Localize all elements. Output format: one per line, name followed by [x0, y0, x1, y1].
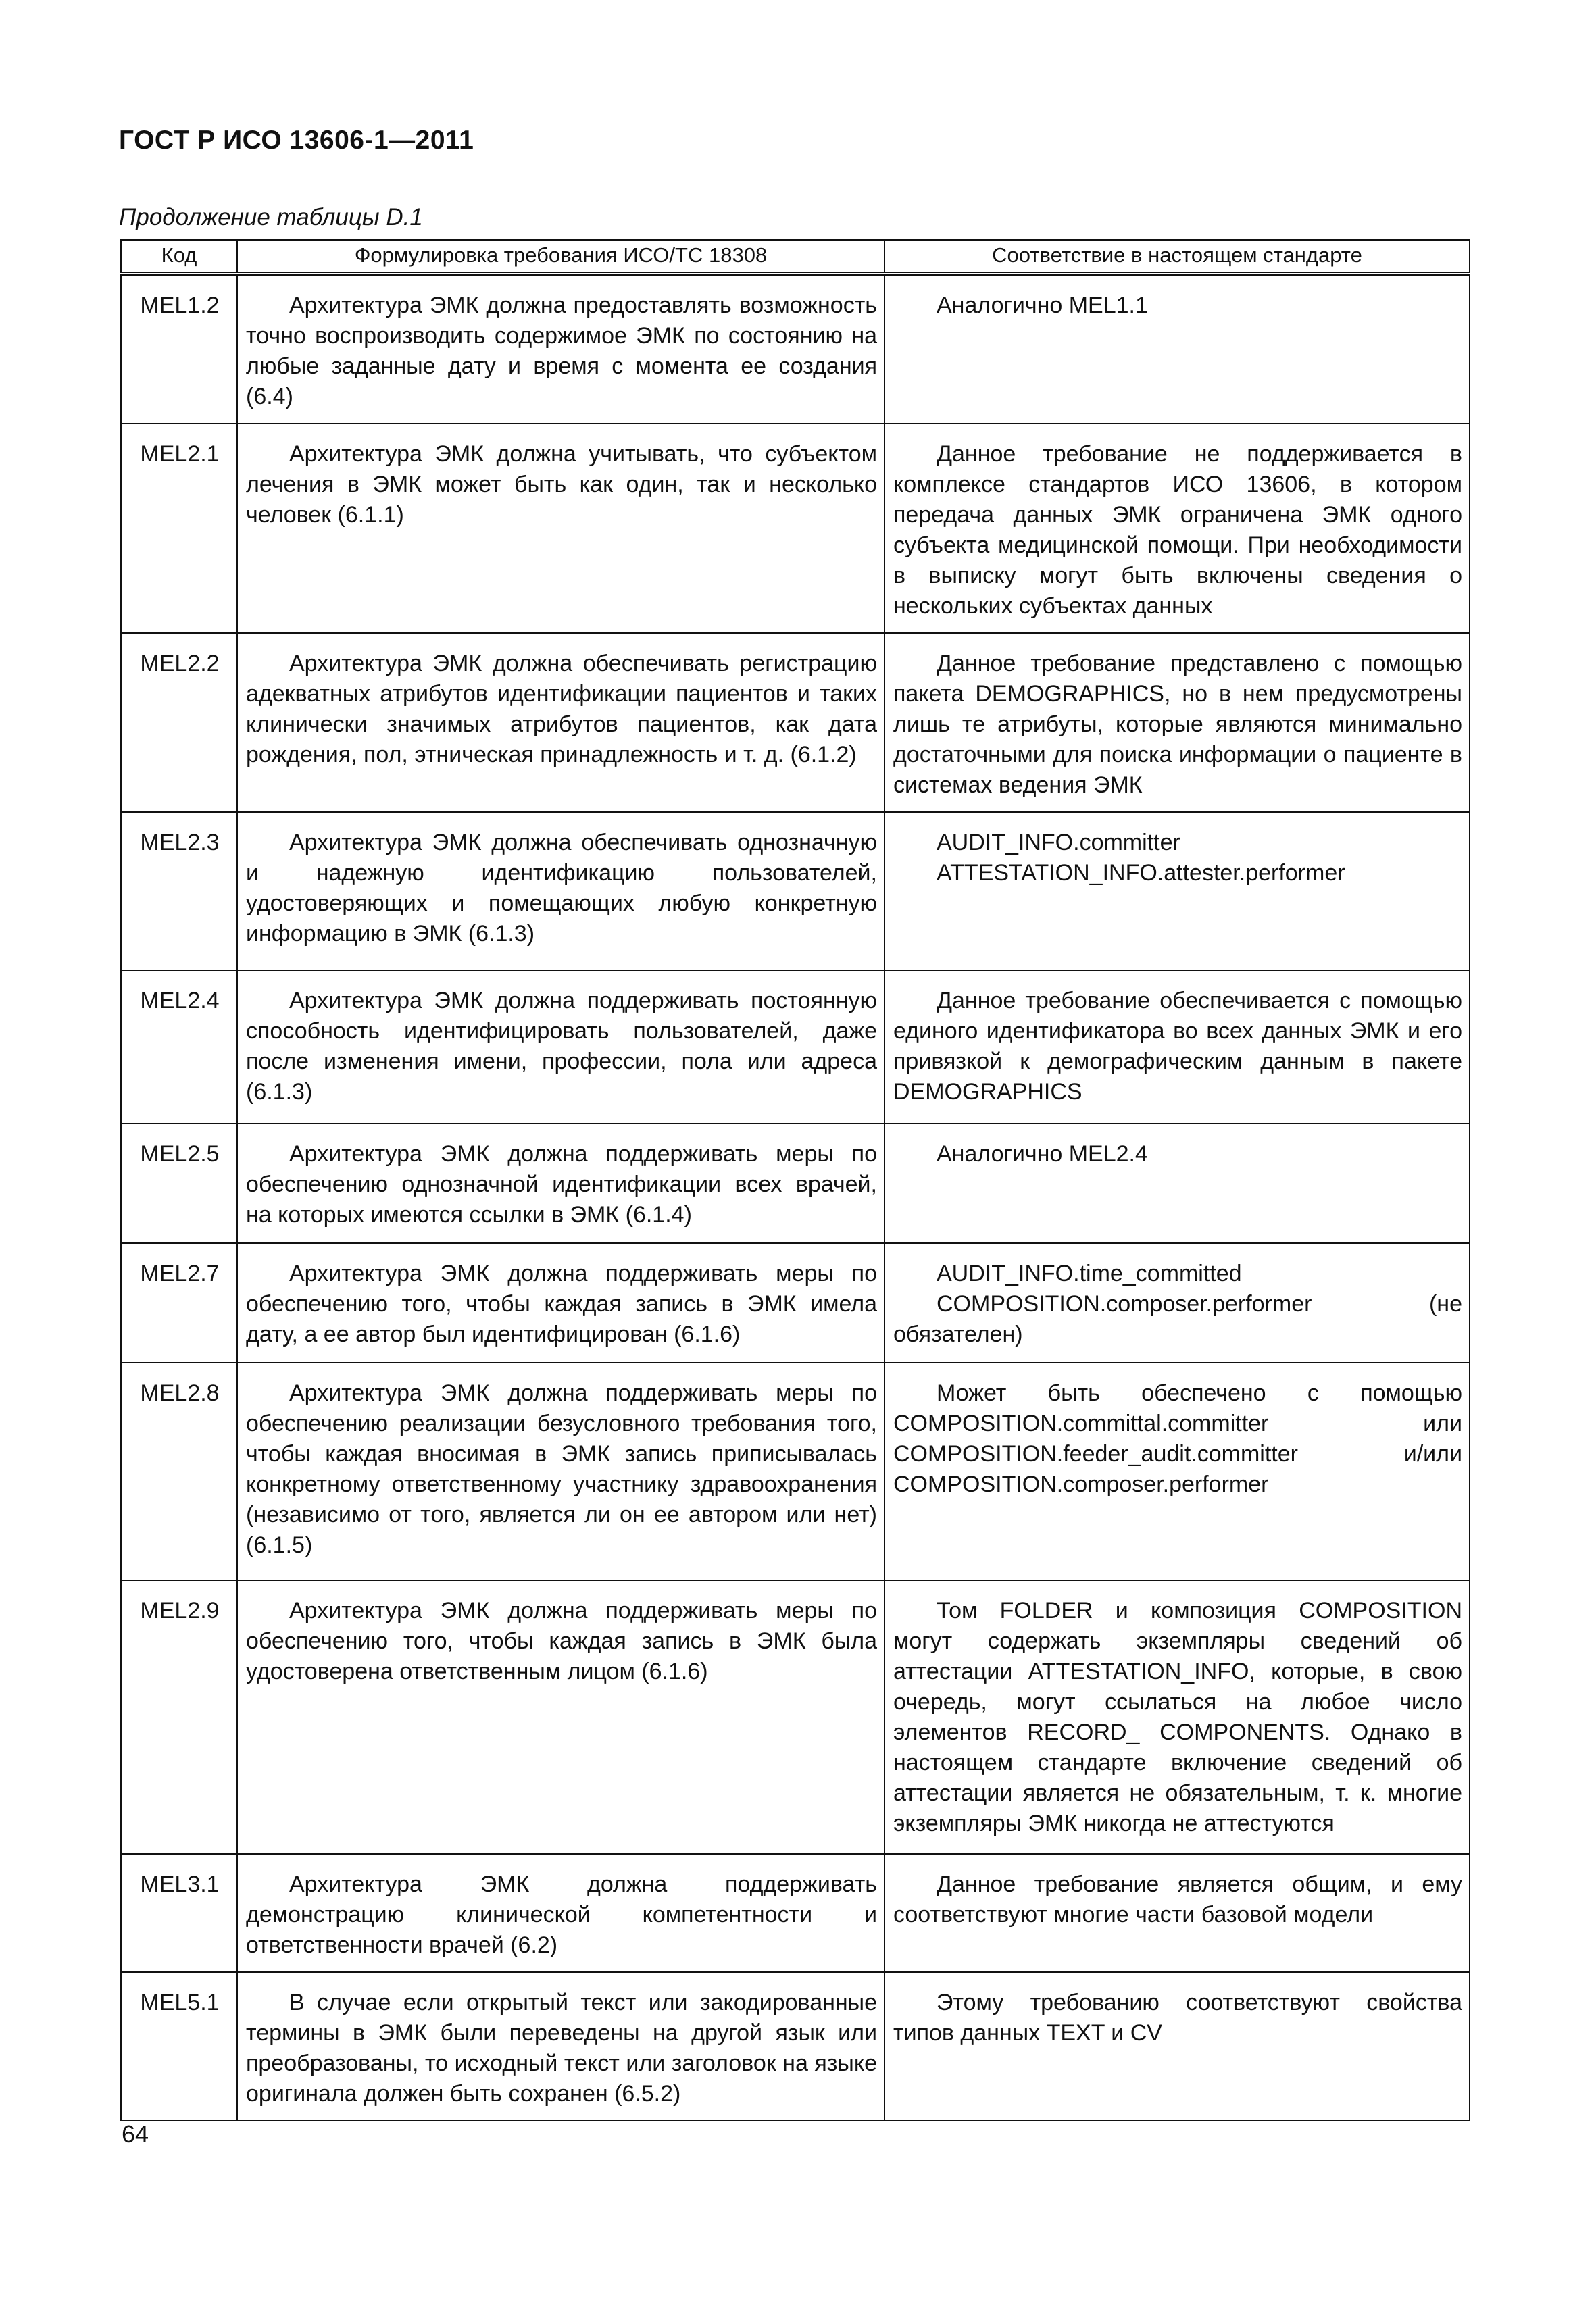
- table-row: [121, 1972, 1470, 2121]
- table-row: [121, 424, 1470, 633]
- row-code: MEL2.7: [121, 1243, 237, 1363]
- conformance-line: Данное требование представлено с помощью пакета DEMOGRAPHICS, но в нем предусмотрены лишь те атрибуты, которые являются минимально достаточными для поиска информации о пациенте в системах ведения ЭМК: [893, 651, 1462, 798]
- row-conformance: [884, 1363, 1470, 1580]
- row-conformance: [884, 424, 1470, 633]
- row-conformance: [884, 1124, 1470, 1243]
- row-requirement: Архитектура ЭМК должна поддерживать меры по обеспечению реализации безусловного требования того, чтобы каждая вносимая в ЭМК запись приписывалась конкретному ответственному участнику здравоохранения (независимо от того, является ли он ее автором или нет) (6.1.5): [237, 1363, 884, 1580]
- row-code: MEL2.9: [121, 1580, 237, 1854]
- requirements-table: [120, 239, 1470, 2121]
- row-requirement: Архитектура ЭМК должна поддерживать демонстрацию клинической компетентности и ответственности врачей (6.2): [237, 1854, 884, 1972]
- table-row: [121, 812, 1470, 970]
- conformance-line: Может быть обеспечено с помощью COMPOSITION.committal.committer или COMPOSITION.feeder_audit.committer и/или COMPOSITION.composer.performer: [893, 1380, 1462, 1497]
- row-conformance: [884, 1243, 1470, 1363]
- conformance-line: ATTESTATION_INFO.attester.performer: [937, 860, 1345, 886]
- table-row: [121, 1124, 1470, 1243]
- row-conformance: [884, 274, 1470, 424]
- page-number: 64: [122, 2120, 149, 2148]
- conformance-line: AUDIT_INFO.time_committed: [937, 1261, 1242, 1286]
- row-requirement: Архитектура ЭМК должна поддерживать меры по обеспечению однозначной идентификации всех врачей, на которых имеются ссылки в ЭМК (6.1.4): [237, 1124, 884, 1243]
- row-requirement: Архитектура ЭМК должна обеспечивать регистрацию адекватных атрибутов идентификации пациентов и таких клинически значимых атрибутов пациентов, как дата рождения, пол, этническая принадлежность и т. д. (6.1.2): [237, 633, 884, 812]
- row-requirement: В случае если открытый текст или закодированные термины в ЭМК были переведены на другой язык или преобразованы, то исходный текст или заголовок на языке оригинала должен быть сохранен (6.5.2): [237, 1972, 884, 2121]
- row-code: MEL2.2: [121, 633, 237, 812]
- row-requirement: Архитектура ЭМК должна учитывать, что субъектом лечения в ЭМК может быть как один, так и несколько человек (6.1.1): [237, 424, 884, 633]
- row-conformance: [884, 812, 1470, 970]
- column-header-conformance: Соответствие в настоящем стандарте: [884, 240, 1470, 274]
- table-header-row: [121, 240, 1470, 274]
- row-code: MEL2.3: [121, 812, 237, 970]
- row-conformance: [884, 1972, 1470, 2121]
- table-body: [121, 274, 1470, 2121]
- table-row: [121, 633, 1470, 812]
- row-code: MEL2.1: [121, 424, 237, 633]
- table-row: [121, 1854, 1470, 1972]
- row-conformance: [884, 633, 1470, 812]
- row-code: MEL1.2: [121, 274, 237, 424]
- row-code: MEL2.5: [121, 1124, 237, 1243]
- table-row: [121, 1580, 1470, 1854]
- column-header-code: Код: [121, 240, 237, 274]
- conformance-line: Данное требование является общим, и ему соответствуют многие части базовой модели: [893, 1871, 1462, 1928]
- row-conformance: [884, 1854, 1470, 1972]
- row-code: MEL2.4: [121, 970, 237, 1124]
- conformance-line: AUDIT_INFO.committer: [937, 830, 1180, 855]
- conformance-line: Данное требование обеспечивается с помощью единого идентификатора во всех данных ЭМК и его привязкой к демографическим данным в пакете DEMOGRAPHICS: [893, 988, 1462, 1105]
- conformance-line: Данное требование не поддерживается в комплексе стандартов ИСО 13606, в котором передача данных ЭМК ограничена ЭМК одного субъекта медицинской помощи. При необходимости в выписку могут быть включены сведения о нескольких субъектах данных: [893, 441, 1462, 619]
- table-caption: Продолжение таблицы D.1: [119, 204, 423, 230]
- row-requirement: Архитектура ЭМК должна поддерживать меры по обеспечению того, чтобы каждая запись в ЭМК имела дату, а ее автор был идентифицирован (6.1.6): [237, 1243, 884, 1363]
- column-header-requirement: Формулировка требования ИСО/ТС 18308: [237, 240, 884, 274]
- row-conformance: [884, 1580, 1470, 1854]
- conformance-line: Этому требованию соответствуют свойства типов данных TEXT и CV: [893, 1990, 1462, 2046]
- table-row: [121, 1243, 1470, 1363]
- conformance-line: Аналогично MEL2.4: [937, 1141, 1148, 1167]
- row-code: MEL3.1: [121, 1854, 237, 1972]
- row-requirement: Архитектура ЭМК должна поддерживать меры по обеспечению того, чтобы каждая запись в ЭМК была удостоверена ответственным лицом (6.1.6): [237, 1580, 884, 1854]
- conformance-line: Аналогично MEL1.1: [937, 293, 1148, 318]
- table-header: [121, 240, 1470, 274]
- row-conformance: [884, 970, 1470, 1124]
- table-row: [121, 274, 1470, 424]
- document-header: ГОСТ Р ИСО 13606-1—2011: [119, 126, 474, 155]
- row-requirement: Архитектура ЭМК должна поддерживать постоянную способность идентифицировать пользователей, даже после изменения имени, профессии, пола или адреса (6.1.3): [237, 970, 884, 1124]
- row-code: MEL2.8: [121, 1363, 237, 1580]
- row-code: MEL5.1: [121, 1972, 237, 2121]
- table-row: [121, 1363, 1470, 1580]
- conformance-line: Том FOLDER и композиция COMPOSITION могут содержать экземпляры сведений об аттестации ATTESTATION_INFO, которые, в свою очередь, могут ссылаться на любое число элементов RECORD_ COMPONENTS. Однако в настоящем стандарте включение сведений об аттестации является не обязательным, т. к. многие экземпляры ЭМК никогда не аттестуются: [893, 1598, 1462, 1836]
- table-row: [121, 970, 1470, 1124]
- row-requirement: Архитектура ЭМК должна предоставлять возможность точно воспроизводить содержимое ЭМК по состоянию на любые заданные дату и время с момента ее создания (6.4): [237, 274, 884, 424]
- conformance-line: COMPOSITION.composer.performer (не обязателен): [893, 1291, 1462, 1347]
- row-requirement: Архитектура ЭМК должна обеспечивать однозначную и надежную идентификацию пользователей, удостоверяющих и помещающих любую конкретную информацию в ЭМК (6.1.3): [237, 812, 884, 970]
